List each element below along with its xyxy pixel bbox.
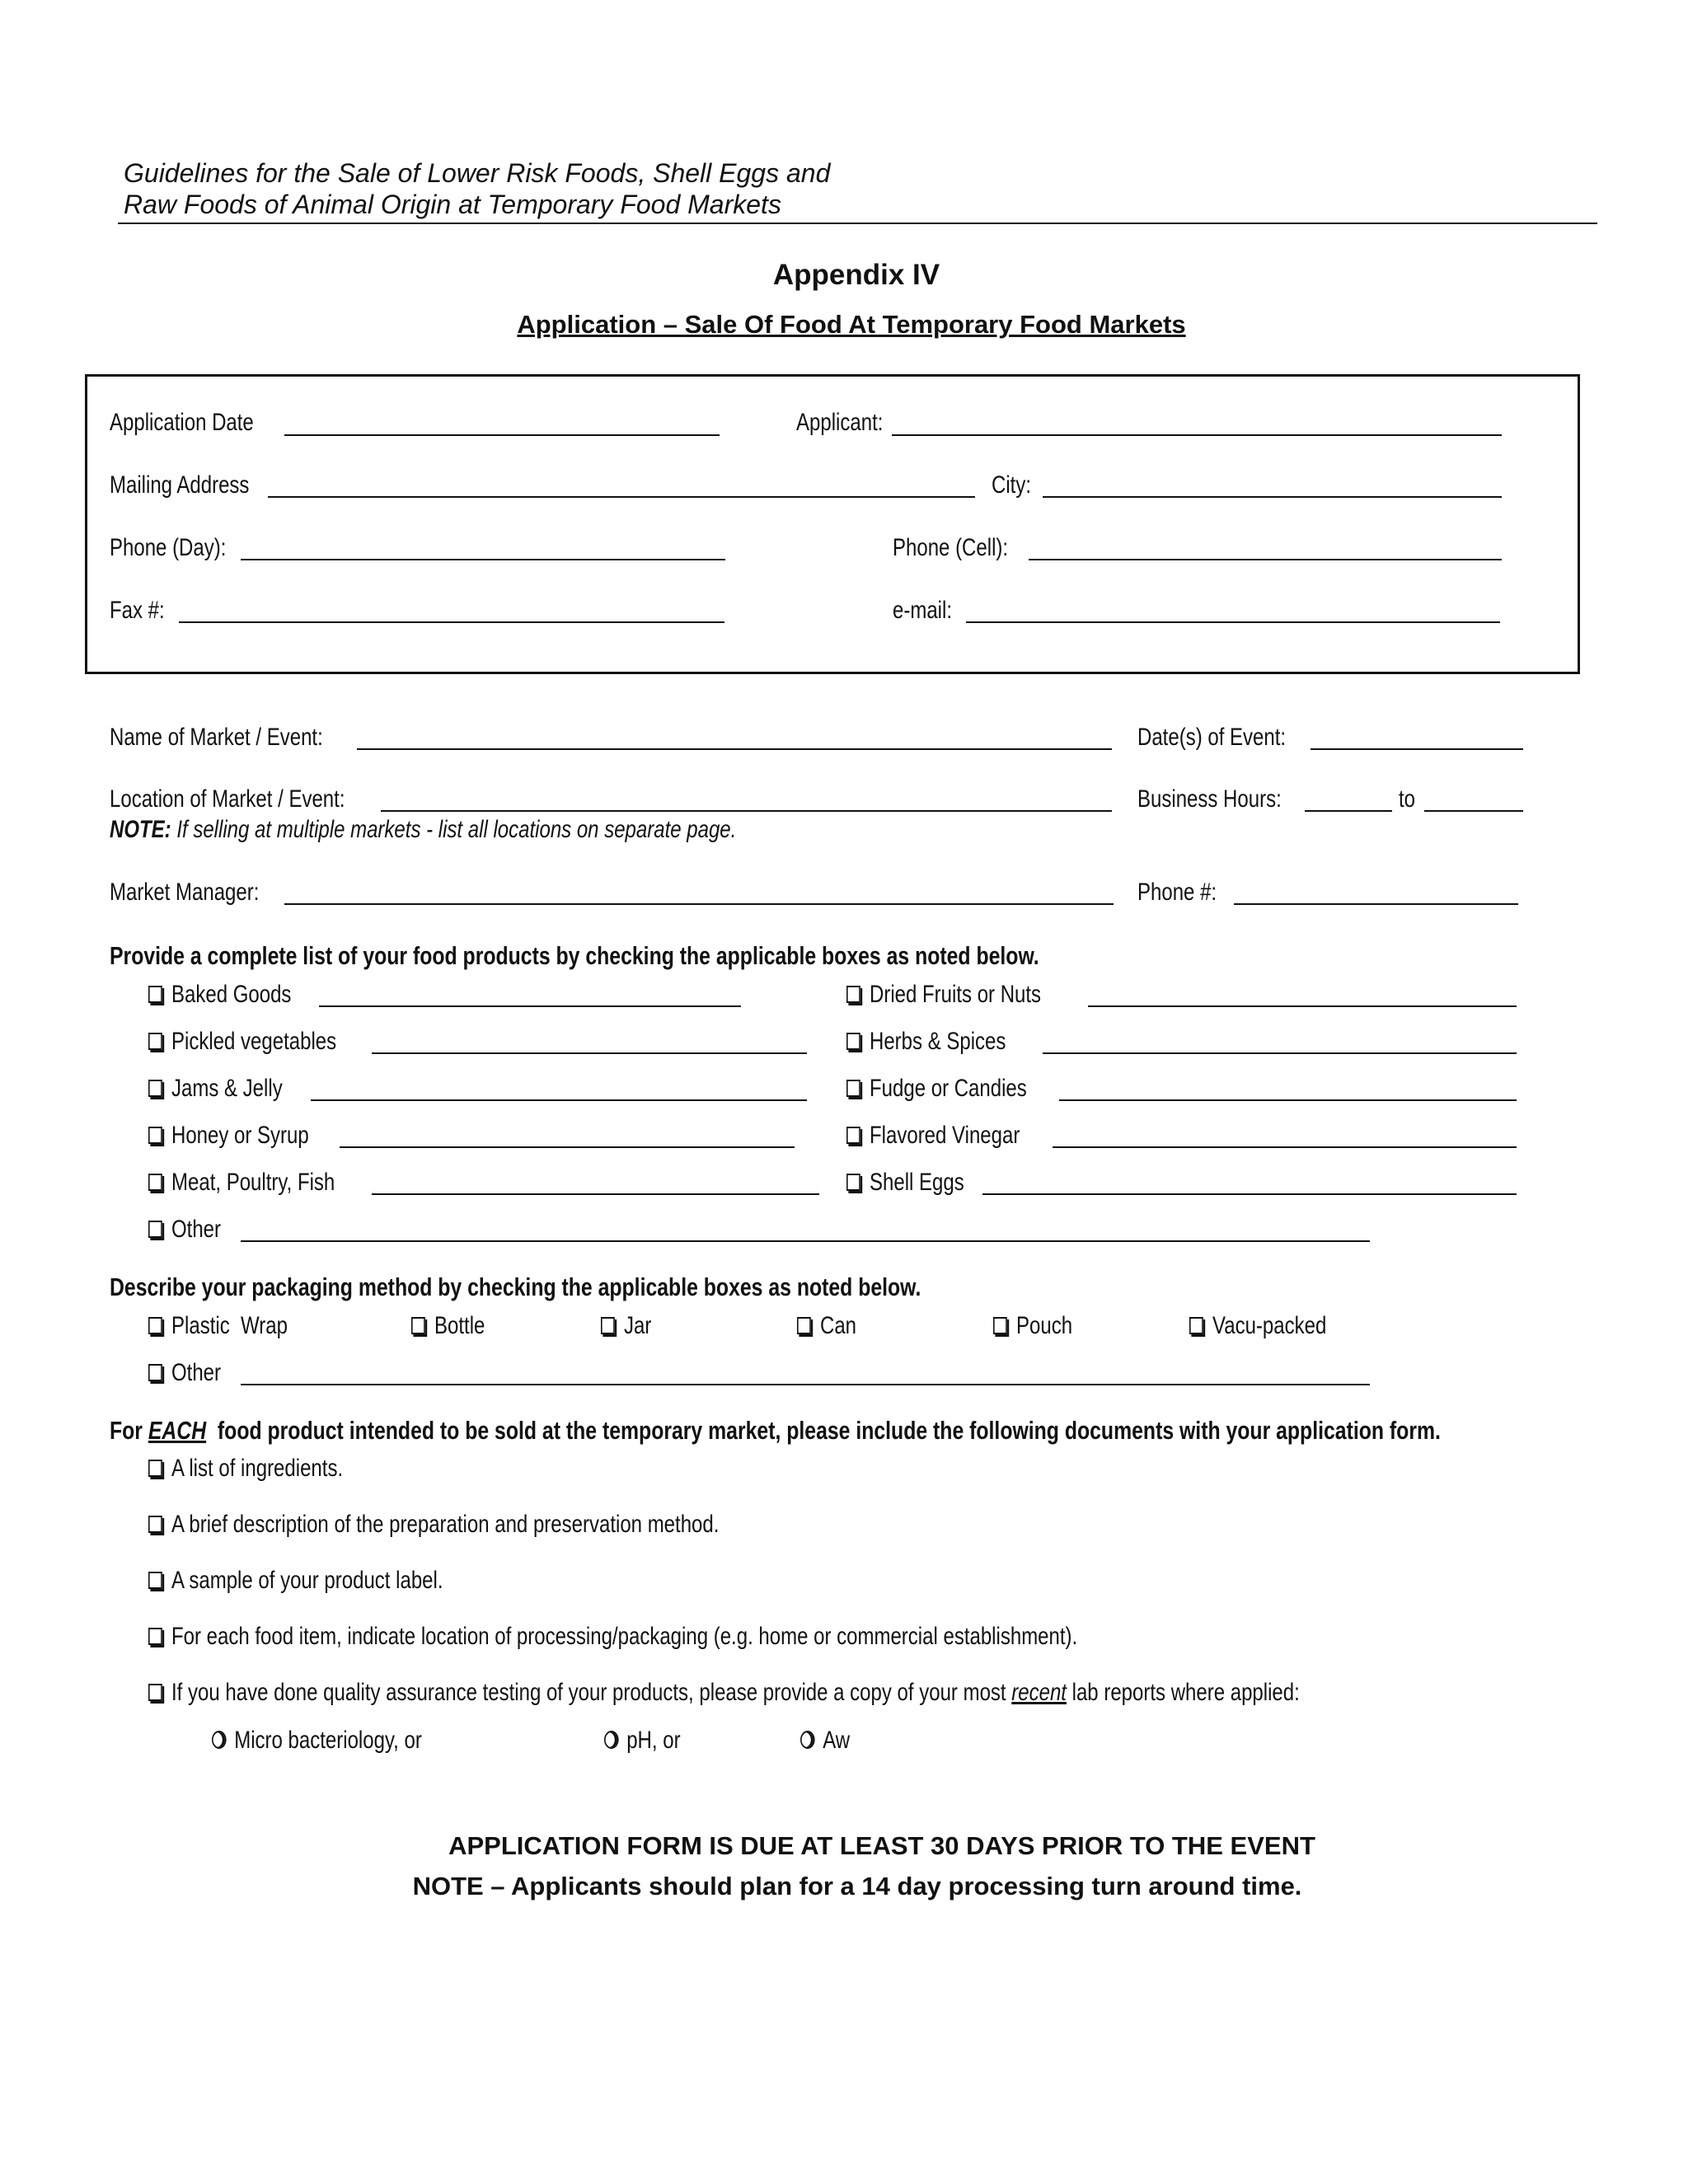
fax-label: Fax #: [110,597,165,624]
checkbox-icon[interactable] [601,1317,615,1334]
products-instruction: Provide a complete list of your food products by checking the applicable boxes as noted below. [110,941,1039,970]
honey-syrup-field[interactable] [340,1146,795,1148]
radio-icon[interactable] [604,1731,619,1749]
market-location-field[interactable] [381,810,1112,812]
checkbox-icon[interactable] [846,1174,860,1191]
product-checkbox-fudge-candies[interactable]: Fudge or Candies [846,1075,1027,1103]
application-date-field[interactable] [284,434,720,436]
market-manager-field[interactable] [284,903,1114,905]
form-title: Application – Sale Of Food At Temporary Food Markets [517,310,1186,339]
packaging-checkbox-pouch[interactable]: Pouch [993,1312,1072,1340]
checkbox-icon[interactable] [148,1460,162,1477]
phone-day-label: Phone (Day): [110,534,227,561]
email-label: e-mail: [893,597,953,624]
product-other-field[interactable] [241,1240,1370,1242]
document-header-line-1: Guidelines for the Sale of Lower Risk Foods, Shell Eggs and [124,158,831,188]
radio-icon[interactable] [212,1731,227,1749]
business-hours-to-field[interactable] [1424,810,1523,812]
radio-icon[interactable] [800,1731,815,1749]
packaging-checkbox-plastic-wrap[interactable]: Plastic Wrap [148,1312,288,1340]
meat-poultry-fish-field[interactable] [372,1193,819,1195]
market-location-label: Location of Market / Event: [110,785,345,813]
checkbox-icon[interactable] [846,1080,860,1097]
mailing-address-field[interactable] [268,496,975,498]
appendix-title: Appendix IV [772,259,940,291]
checkbox-icon[interactable] [797,1317,811,1334]
market-name-label: Name of Market / Event: [110,724,323,751]
product-checkbox-flavored-vinegar[interactable]: Flavored Vinegar [846,1122,1020,1150]
recent-emphasis: recent [1011,1679,1067,1706]
doc-checkbox-processing-location[interactable]: For each food item, indicate location of processing/packaging (e.g. home or commercial establishment). [148,1623,1077,1651]
document-header-line-2: Raw Foods of Animal Origin at Temporary Food Markets [124,190,781,219]
packaging-checkbox-can[interactable]: Can [797,1312,856,1340]
business-hours-from-field[interactable] [1305,810,1392,812]
documents-instruction: For EACH food product intended to be sold at the temporary market, please include the following documents with your application form. [110,1416,1441,1445]
test-radio-ph[interactable]: pH, or [604,1727,681,1755]
note-label: NOTE: [110,816,171,843]
packaging-other-field[interactable] [241,1384,1370,1385]
doc-checkbox-ingredients[interactable]: A list of ingredients. [148,1455,343,1483]
checkbox-icon[interactable] [148,1127,162,1144]
product-checkbox-jams-jelly[interactable]: Jams & Jelly [148,1075,283,1103]
checkbox-icon[interactable] [148,1516,162,1533]
city-label: City: [992,471,1031,499]
applicant-field[interactable] [892,434,1502,436]
packaging-checkbox-vacu-packed[interactable]: Vacu-packed [1189,1312,1326,1340]
product-checkbox-pickled-vegetables[interactable]: Pickled vegetables [148,1028,336,1056]
applicant-label: Applicant: [796,409,884,436]
product-checkbox-shell-eggs[interactable]: Shell Eggs [846,1169,964,1197]
checkbox-icon[interactable] [148,1033,162,1050]
event-dates-label: Date(s) of Event: [1137,724,1287,751]
checkbox-icon[interactable] [148,986,162,1003]
multiple-markets-note [110,816,736,844]
shell-eggs-field[interactable] [982,1193,1517,1195]
flavored-vinegar-field[interactable] [1053,1146,1517,1148]
jams-jelly-field[interactable] [311,1099,807,1101]
market-name-field[interactable] [357,748,1112,750]
each-emphasis: EACH [148,1416,207,1445]
due-date-notice: APPLICATION FORM IS DUE AT LEAST 30 DAYS PRIOR TO THE EVENT [448,1831,1315,1860]
market-manager-label: Market Manager: [110,879,260,906]
phone-cell-field[interactable] [1029,559,1502,560]
checkbox-icon[interactable] [993,1317,1007,1334]
dried-fruits-field[interactable] [1088,1005,1517,1007]
city-field[interactable] [1043,496,1502,498]
checkbox-icon[interactable] [846,1127,860,1144]
event-dates-field[interactable] [1311,748,1523,750]
herbs-spices-field[interactable] [1043,1052,1517,1054]
checkbox-icon[interactable] [148,1684,162,1701]
packaging-checkbox-bottle[interactable]: Bottle [411,1312,485,1340]
doc-checkbox-preparation[interactable]: A brief description of the preparation and preservation method. [148,1511,719,1539]
packaging-instruction: Describe your packaging method by checking the applicable boxes as noted below. [110,1272,921,1301]
product-checkbox-dried-fruits[interactable]: Dried Fruits or Nuts [846,981,1041,1009]
doc-checkbox-label-sample[interactable]: A sample of your product label. [148,1567,443,1595]
product-checkbox-meat-poultry-fish[interactable]: Meat, Poultry, Fish [148,1169,335,1197]
checkbox-icon[interactable] [148,1317,162,1334]
processing-time-note: NOTE – Applicants should plan for a 14 day processing turn around time. [412,1872,1302,1900]
packaging-checkbox-jar[interactable]: Jar [601,1312,651,1340]
doc-checkbox-qa-testing[interactable]: If you have done quality assurance testing of your products, please provide a copy of your most recent lab reports where applied: [148,1679,1300,1707]
product-checkbox-baked-goods[interactable]: Baked Goods [148,981,291,1009]
header-rule [118,223,1597,224]
checkbox-icon[interactable] [148,1628,162,1645]
product-checkbox-other[interactable]: Other [148,1216,221,1244]
checkbox-icon[interactable] [148,1080,162,1097]
checkbox-icon[interactable] [846,986,860,1003]
checkbox-icon[interactable] [148,1221,162,1238]
business-hours-to-label: to [1399,785,1416,813]
phone-day-field[interactable] [241,559,725,560]
product-checkbox-honey-syrup[interactable]: Honey or Syrup [148,1122,309,1150]
market-phone-field[interactable] [1234,903,1518,905]
test-radio-micro[interactable]: Micro bacteriology, or [212,1727,422,1755]
phone-cell-label: Phone (Cell): [893,534,1009,561]
market-phone-label: Phone #: [1137,879,1217,906]
checkbox-icon[interactable] [148,1174,162,1191]
checkbox-icon[interactable] [148,1572,162,1589]
pickled-vegetables-field[interactable] [372,1052,807,1054]
test-radio-aw[interactable]: Aw [800,1727,850,1755]
checkbox-icon[interactable] [411,1317,425,1334]
packaging-checkbox-other[interactable]: Other [148,1359,221,1387]
email-field[interactable] [966,621,1500,623]
fudge-candies-field[interactable] [1059,1099,1517,1101]
fax-field[interactable] [179,621,724,623]
business-hours-label: Business Hours: [1137,785,1282,813]
baked-goods-field[interactable] [319,1005,741,1007]
note-text: If selling at multiple markets - list all locations on separate page. [171,816,737,843]
checkbox-icon[interactable] [148,1364,162,1381]
application-date-label: Application Date [110,409,254,436]
mailing-address-label: Mailing Address [110,471,250,499]
checkbox-icon[interactable] [1189,1317,1203,1334]
product-checkbox-herbs-spices[interactable]: Herbs & Spices [846,1028,1006,1056]
checkbox-icon[interactable] [846,1033,860,1050]
